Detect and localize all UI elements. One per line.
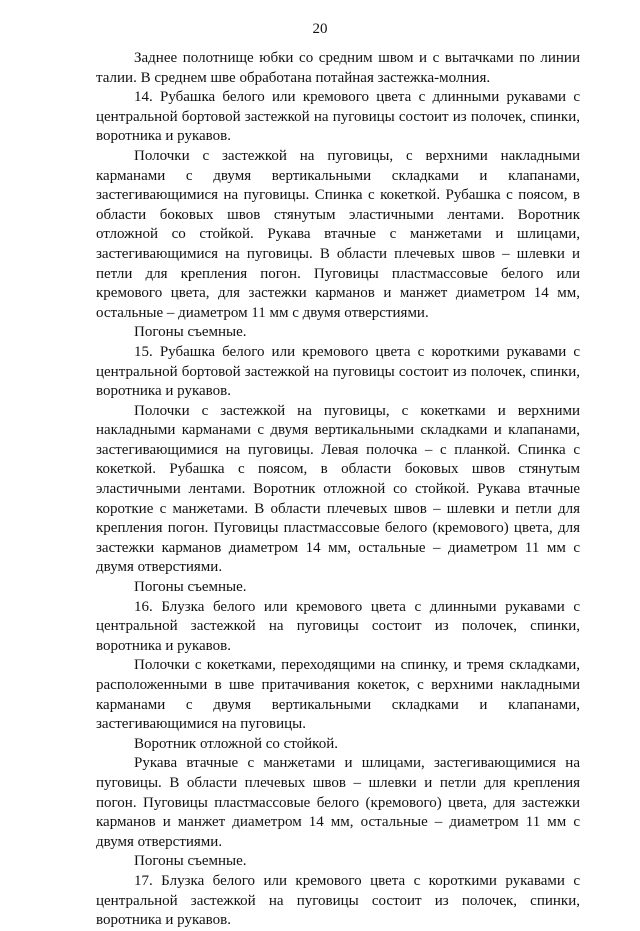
paragraph-item-16: 16. Блузка белого или кремового цвета с длинными рукавами с центральной застежкой на пуговицы состоит из полочек, спинки, воротника и рукавов. xyxy=(96,598,580,654)
paragraph-item-16-collar: Воротник отложной со стойкой. xyxy=(134,735,338,752)
paragraph-item-15-epaulets: Погоны съемные. xyxy=(134,579,247,596)
paragraph-item-16-epaulets: Погоны съемные. xyxy=(134,853,247,870)
paragraph-item-16-sleeves: Рукава втачные с манжетами и шлицами, застегивающимися на пуговицы. В области плечевых швов – шлевки и петли для крепления погон. Пуговицы пластмассовые белого (кремового) цвета, для застежки карманов и манжет диаметром 14 мм, остальные – диаметром 11 мм с двумя отверстиями. xyxy=(96,755,580,850)
paragraph-item-14: 14. Рубашка белого или кремового цвета с длинными рукавами с центральной бортовой застежкой на пуговицы состоит из полочек, спинки, воротника и рукавов. xyxy=(96,89,580,145)
paragraph-item-15-details: Полочки с застежкой на пуговицы, с кокетками и верхними накладными карманами с двумя вертикальными складками и клапанами, застегивающимися на пуговицы. Левая полочка – с планкой. Спинка с кокеткой. Рубашка с поясом, в области боковых швов стянутым эластичными лентами. Воротник отложной со стойкой. Рукава втачные короткие с манжетами. В области плечевых швов – шлевки и петли для крепления погон. Пуговицы пластмассовые белого (кремового) цвета, для застежки карманов диаметром 14 мм, остальные – диаметром 11 мм с двумя отверстиями. xyxy=(96,402,580,576)
page-number: 20 xyxy=(312,21,328,37)
paragraph-item-15: 15. Рубашка белого или кремового цвета с короткими рукавами с центральной бортовой застежкой на пуговицы состоит из полочек, спинки, воротника и рукавов. xyxy=(96,343,580,400)
paragraph-item-16-fronts: Полочки с кокетками, переходящими на спинку, и тремя складками, расположенными в шве притачивания кокеток, с верхними накладными карманами с двумя вертикальными складками и клапанами, застегивающимися на пуговицы. xyxy=(96,657,580,733)
paragraph-skirt-back: Заднее полотнище юбки со средним швом и с вытачками по линии талии. В среднем шве обработана потайная застежка-молния. xyxy=(96,50,580,86)
paragraph-item-17: 17. Блузка белого или кремового цвета с короткими рукавами с центральной застежкой на пуговицы состоит из полочек, спинки, воротника и рукавов. xyxy=(96,872,580,929)
document-body xyxy=(96,49,580,931)
paragraph-item-14-epaulets: Погоны съемные. xyxy=(134,324,247,341)
paragraph-item-14-details: Полочки с застежкой на пуговицы, с верхними накладными карманами с двумя вертикальными складками и клапанами, застегивающимися на пуговицы. Спинка с кокеткой. Рубашка с поясом, в области боковых швов стянутым эластичными лентами. Воротник отложной со стойкой. Рукава втачные с манжетами и шлицами, застегивающимися на пуговицы. В области плечевых швов – шлевки и петли для крепления погон. Пуговицы пластмассовые белого или кремового цвета, для застежки карманов и манжет диаметром 14 мм, остальные – диаметром 11 мм с двумя отверстиями. xyxy=(96,147,580,321)
